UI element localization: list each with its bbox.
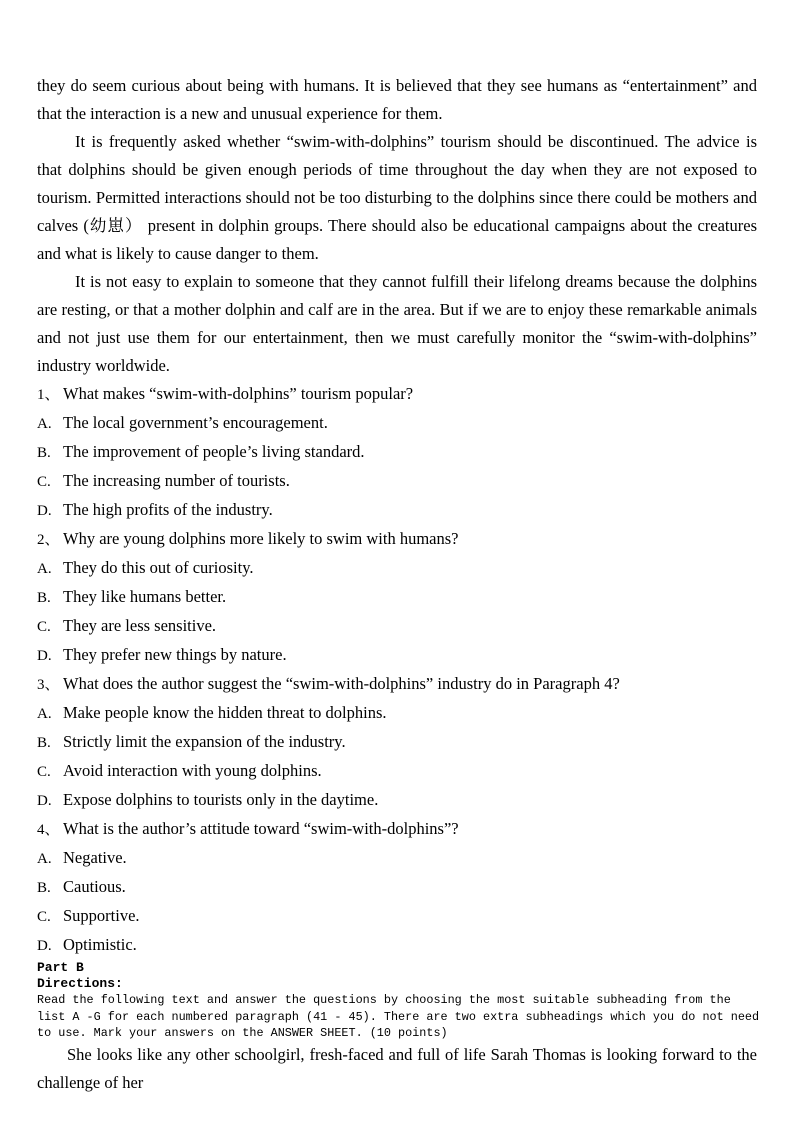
question-1-option-b	[37, 438, 757, 467]
question-text: What makes “swim-with-dolphins” tourism popular?	[63, 384, 414, 403]
option-text: They do this out of curiosity.	[63, 558, 254, 577]
question-number: 1、	[37, 387, 60, 403]
question-1-option-d	[37, 496, 757, 525]
option-label: C.	[37, 619, 51, 635]
question-4-option-c	[37, 902, 757, 931]
option-label: D.	[37, 503, 52, 519]
question-3-option-d	[37, 786, 757, 815]
option-label: B.	[37, 445, 51, 461]
option-text: Supportive.	[63, 906, 140, 925]
option-label: A.	[37, 416, 52, 432]
option-label: A.	[37, 851, 52, 867]
question-1	[37, 380, 757, 409]
question-2-option-a	[37, 554, 757, 583]
question-4	[37, 815, 757, 844]
option-text: Negative.	[63, 848, 127, 867]
question-text: Why are young dolphins more likely to swim with humans?	[63, 529, 459, 548]
directions-line: list A -G for each numbered paragraph (41 - 45). There are two extra subheadings which you do not need	[37, 1009, 760, 1024]
part-b-heading: Part B	[37, 960, 84, 975]
option-label: D.	[37, 648, 52, 664]
question-3-option-b	[37, 728, 757, 757]
option-label: B.	[37, 590, 51, 606]
question-2-option-b	[37, 583, 757, 612]
option-text: Cautious.	[63, 877, 126, 896]
option-label: B.	[37, 880, 51, 896]
option-text: Make people know the hidden threat to dolphins.	[63, 703, 387, 722]
question-1-option-a	[37, 409, 757, 438]
question-2-option-c	[37, 612, 757, 641]
body-paragraph: It is not easy to explain to someone that they cannot fulfill their lifelong dreams because the dolphins are resting, or that a mother dolphin and calf are in the area. But if we are to enjoy these remarkable animals and not just use them for our entertainment, then we must carefully monitor the “swim-with-dolphins” industry worldwide.	[37, 272, 757, 375]
question-text: What is the author’s attitude toward “swim-with-dolphins”?	[63, 819, 459, 838]
body-paragraph: they do seem curious about being with humans. It is believed that they see humans as “entertainment” and that the interaction is a new and unusual experience for them.	[37, 76, 757, 123]
directions-line: to use. Mark your answers on the ANSWER SHEET. (10 points)	[37, 1025, 448, 1040]
body-paragraph: It is frequently asked whether “swim-with-dolphins” tourism should be discontinued. The advice is that dolphins should be given enough periods of time throughout the day when they are not exposed to tourism. Permitted interactions should not be too disturbing to the dolphins since there could be mothers and calves (幼崽） present in dolphin groups. There should also be educational campaigns about the creatures and what is likely to cause danger to them.	[37, 132, 757, 263]
question-text: What does the author suggest the “swim-with-dolphins” industry do in Paragraph 4?	[63, 674, 620, 693]
option-label: C.	[37, 764, 51, 780]
question-number: 3、	[37, 677, 60, 693]
option-label: A.	[37, 561, 52, 577]
directions-line: Read the following text and answer the questions by choosing the most suitable subheading from the	[37, 993, 731, 1008]
question-4-option-d	[37, 931, 757, 960]
option-label: C.	[37, 909, 51, 925]
option-text: The increasing number of tourists.	[63, 471, 290, 490]
question-2-option-d	[37, 641, 757, 670]
option-text: Optimistic.	[63, 935, 137, 954]
question-number: 4、	[37, 822, 60, 838]
question-4-option-a	[37, 844, 757, 873]
option-text: They prefer new things by nature.	[63, 645, 287, 664]
question-3-option-a	[37, 699, 757, 728]
option-text: They like humans better.	[63, 587, 227, 606]
question-number: 2、	[37, 532, 60, 548]
question-3-option-c	[37, 757, 757, 786]
option-label: D.	[37, 938, 52, 954]
option-label: C.	[37, 474, 51, 490]
question-3	[37, 670, 757, 699]
question-2	[37, 525, 757, 554]
option-label: A.	[37, 706, 52, 722]
option-text: The high profits of the industry.	[63, 500, 273, 519]
directions-label: Directions:	[37, 976, 123, 992]
question-4-option-b	[37, 873, 757, 902]
option-text: Avoid interaction with young dolphins.	[63, 761, 322, 780]
option-label: B.	[37, 735, 51, 751]
question-1-option-c	[37, 467, 757, 496]
option-text: Strictly limit the expansion of the industry.	[63, 732, 346, 751]
option-text: They are less sensitive.	[63, 616, 217, 635]
closing-paragraph: She looks like any other schoolgirl, fresh-faced and full of life Sarah Thomas is looking forward to the challenge of her	[37, 1045, 757, 1093]
option-text: Expose dolphins to tourists only in the daytime.	[63, 790, 379, 809]
option-text: The improvement of people’s living standard.	[63, 442, 365, 461]
option-text: The local government’s encouragement.	[63, 413, 328, 432]
option-label: D.	[37, 793, 52, 809]
